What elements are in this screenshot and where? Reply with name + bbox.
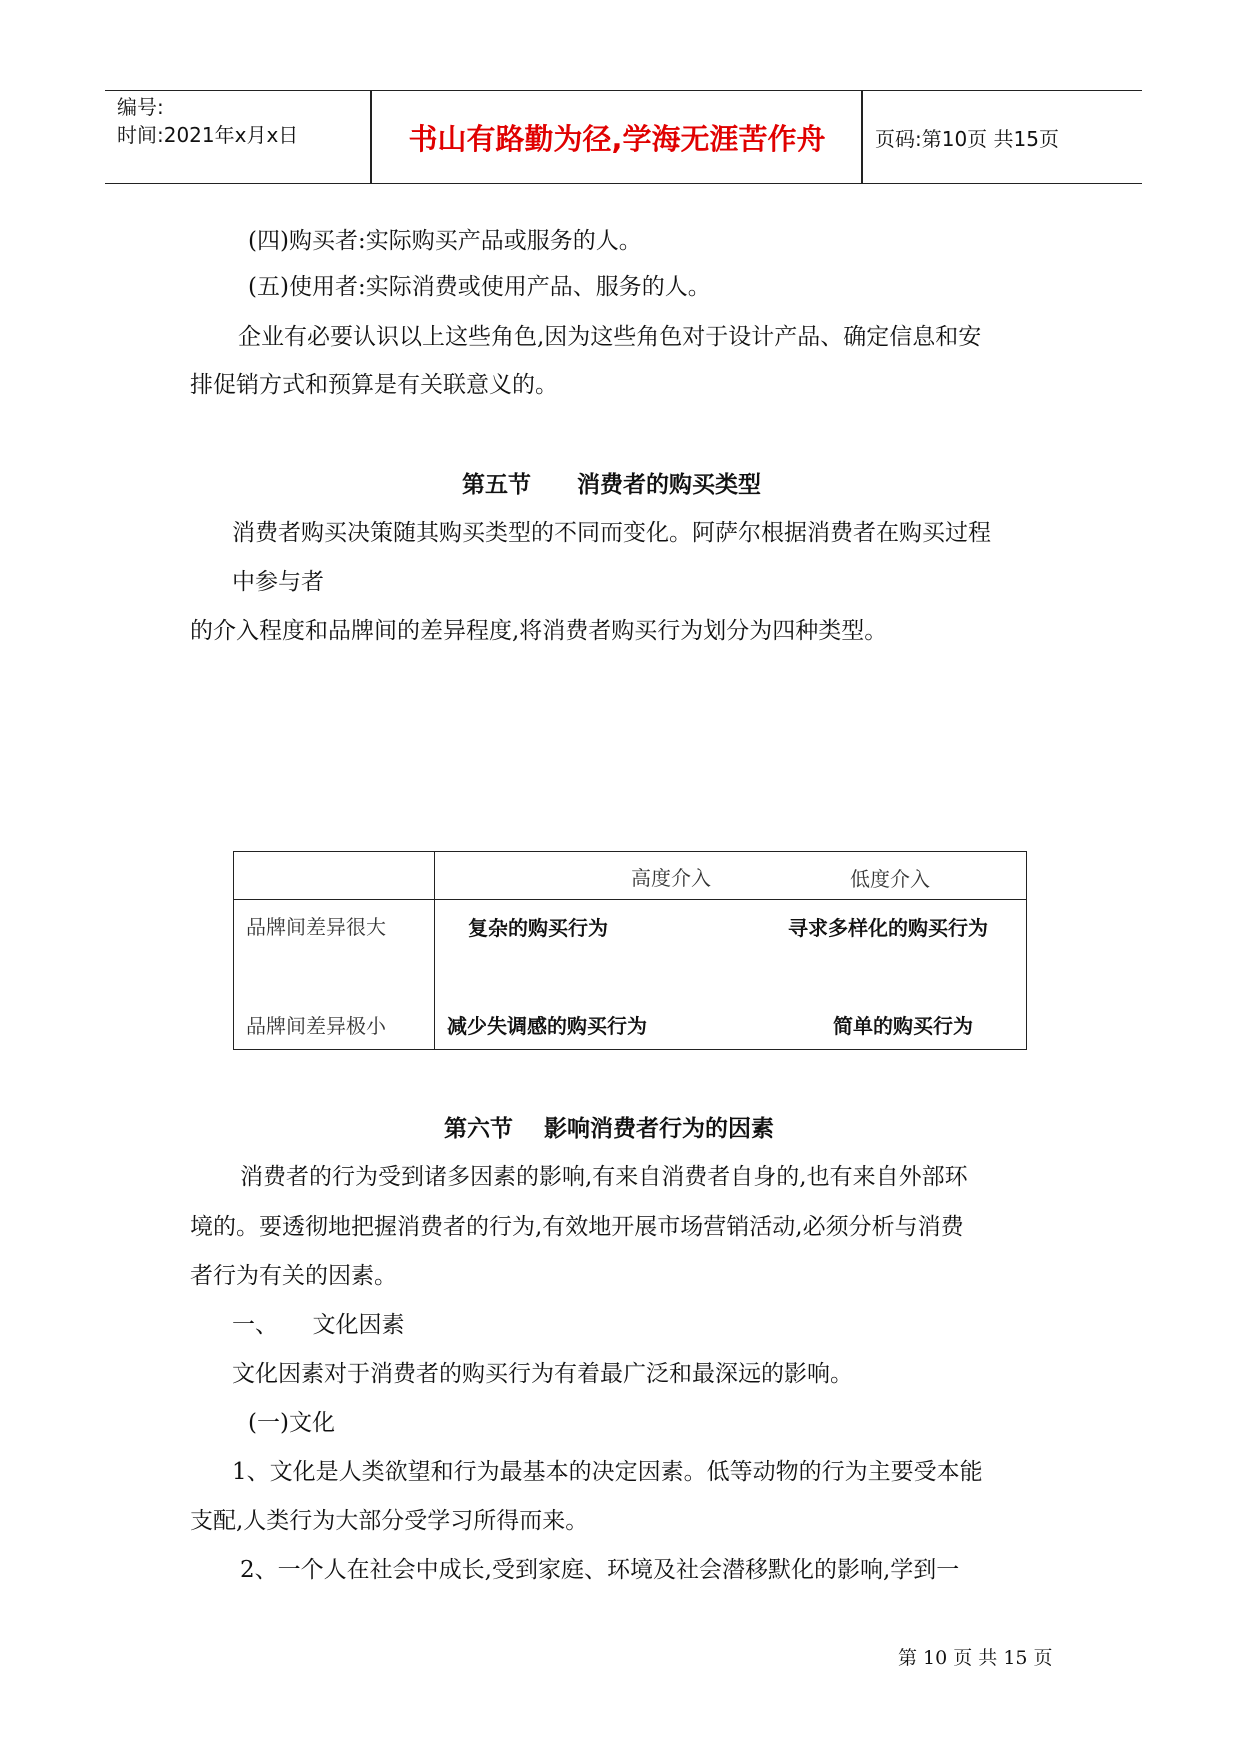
paragraph: 1、文化是人类欲望和行为最基本的决定因素。低等动物的行为主要受本能 xyxy=(232,1459,983,1485)
time-label: 时间:2021年x月x日 xyxy=(117,123,299,147)
paragraph: 中参与者 xyxy=(232,569,324,595)
row-label-large-difference: 品牌间差异很大 xyxy=(246,915,386,939)
cell-habitual-purchase: 简单的购买行为 xyxy=(833,1014,973,1038)
paragraph: (一)文化 xyxy=(248,1410,335,1436)
column-header-high: 高度介入 xyxy=(435,852,1027,900)
header-divider xyxy=(861,91,863,183)
row-label-small-difference: 品牌间差异极小 xyxy=(246,1014,386,1038)
paragraph: 境的。要透彻地把握消费者的行为,有效地开展市场营销活动,必须分析与消费 xyxy=(190,1214,964,1240)
serial-label: 编号: xyxy=(117,95,164,119)
paragraph: (四)购买者:实际购买产品或服务的人。 xyxy=(248,228,642,254)
cell-complex-purchase: 复杂的购买行为 xyxy=(468,916,608,940)
row-labels-cell xyxy=(234,900,435,1050)
paragraph: 支配,人类行为大部分受学习所得而来。 xyxy=(190,1508,589,1534)
column-header-low: 低度介入 xyxy=(850,867,930,891)
subsection-heading: 一、 文化因素 xyxy=(232,1312,405,1338)
section-heading: 第六节 影响消费者行为的因素 xyxy=(444,1116,775,1142)
header-divider xyxy=(370,91,372,183)
cell-variety-seeking-purchase: 寻求多样化的购买行为 xyxy=(788,916,988,940)
paragraph: 消费者购买决策随其购买类型的不同而变化。阿萨尔根据消费者在购买过程 xyxy=(232,520,991,546)
section-heading: 第五节 消费者的购买类型 xyxy=(462,472,761,498)
paragraph: 排促销方式和预算是有关联意义的。 xyxy=(190,372,558,398)
header-motto: 书山有路勤为径,学海无涯苦作舟 xyxy=(408,122,826,156)
paragraph: 者行为有关的因素。 xyxy=(190,1263,397,1289)
header-meta xyxy=(117,93,298,149)
page-footer: 第 10 页 共 15 页 xyxy=(898,1647,1053,1669)
page-header xyxy=(105,90,1142,184)
header-page-info: 页码:第10页 共15页 xyxy=(875,127,1059,151)
paragraph: 的介入程度和品牌间的差异程度,将消费者购买行为划分为四种类型。 xyxy=(190,618,888,644)
table-body-cell xyxy=(435,900,1027,1050)
cell-dissonance-reducing-purchase: 减少失调感的购买行为 xyxy=(447,1014,647,1038)
paragraph: 企业有必要认识以上这些角色,因为这些角色对于设计产品、确定信息和安 xyxy=(238,324,982,350)
paragraph: (五)使用者:实际消费或使用产品、服务的人。 xyxy=(248,274,711,300)
paragraph: 文化因素对于消费者的购买行为有着最广泛和最深远的影响。 xyxy=(232,1361,853,1387)
paragraph: 2、一个人在社会中成长,受到家庭、环境及社会潜移默化的影响,学到一 xyxy=(240,1557,960,1583)
table-corner-cell xyxy=(234,852,435,900)
paragraph: 消费者的行为受到诸多因素的影响,有来自消费者自身的,也有来自外部环 xyxy=(240,1164,968,1190)
